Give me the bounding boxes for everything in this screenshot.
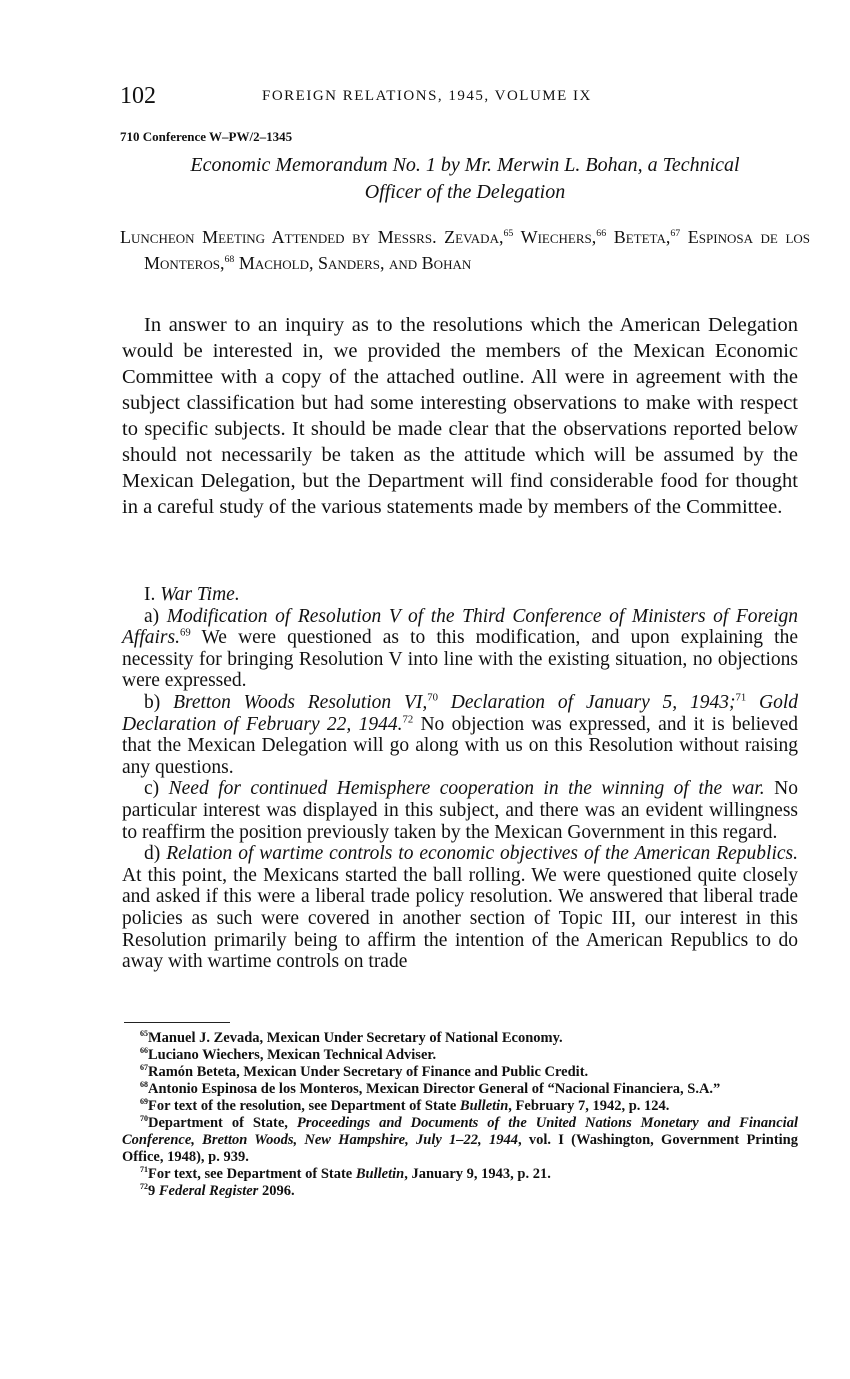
item-b-title-1: Bretton Woods Resolution VI, [173,691,428,713]
item-b-label: b) [144,691,174,713]
footnote-text: Ramón Beteta, Mexican Under Secretary of Finance and Public Credit. [147,1064,589,1080]
page-header [120,82,800,112]
title-line-1: Economic Memorandum No. 1 by Mr. Merwin L. Bohan, a Technical [190,154,740,176]
footnote-divider [124,1022,230,1023]
footnote-69 [122,1098,798,1115]
footnote-ref-71: 71 [735,691,747,704]
footnote-number: 67 [140,1063,148,1073]
document-reference: 710 Conference W–PW/2–1345 [120,129,293,144]
meeting-text-3: Beteta, [606,227,671,247]
footnote-ref-65: 65 [503,228,514,239]
footnote-68 [122,1081,798,1098]
footnote-text: Manuel J. Zevada, Mexican Under Secretary of National Economy. [147,1030,563,1046]
footnote-65 [122,1030,798,1047]
footnote-italic: Proceedings and Documents of the United Nations Monetary and Financial Conference, Bretton Woods, New Hampshire, July 1–22, 1944 [122,1115,798,1148]
intro-paragraph: In answer to an inquiry as to the resolutions which the American Delegation would be interested in, we provided the members of the Mexican Economic Committee with a copy of the attached outline. All were in agreement with the subject classification but had some interesting observations to make with respect to specific subjects. It should be made clear that the observations reported below should not necessarily be taken as the attitude which will be assumed by the Mexican Delegation, but the Department will find considerable food for thought in a careful study of the various statements made by members of the Committee. [122,314,798,518]
document-title [120,152,810,206]
footnote-text: For text, see Department of State [147,1166,356,1182]
item-d-label: d) [144,843,167,865]
footnote-number: 66 [140,1046,148,1056]
footnote-text-2: , February 7, 1942, p. 124. [508,1098,670,1114]
section-numeral: I. [144,584,161,605]
item-a-label: a) [144,605,167,627]
footnote-text-2: , vol. I (Washington, Government Printing Office, 1948), p. 939. [122,1132,798,1165]
footnote-italic: Federal Register [158,1183,259,1199]
running-head: FOREIGN RELATIONS, 1945, VOLUME IX [262,88,592,104]
footnote-number: 72 [140,1182,148,1192]
footnote-text: For text of the resolution, see Department of State [147,1098,460,1114]
footnote-text: 9 [147,1183,159,1199]
meeting-text-2: Wiechers, [513,227,597,247]
meeting-text-4: Espinosa de los Monteros, [144,227,811,273]
item-a-title: Modification of Resolution V of the Third Conference of Ministers of Foreign Affairs. [122,605,798,649]
footnote-italic: Bulletin [355,1166,405,1182]
footnote-number: 70 [140,1114,148,1124]
item-b [122,692,798,778]
meeting-heading [120,224,810,276]
section-war-time [122,584,798,973]
item-d [122,843,798,973]
footnote-ref-66: 66 [596,228,607,239]
item-b-text: No objection was expressed, and it is believed that the Mexican Delegation will go along with us on this Resolution without raising any questions. [122,713,798,778]
footnote-italic: Bulletin [459,1098,509,1114]
item-c-label: c) [144,778,169,800]
item-b-title-2: Declaration of January 5, 1943; [437,691,736,713]
footnote-ref-68: 68 [224,254,235,265]
footnote-text: Antonio Espinosa de los Monteros, Mexican Director General of “Nacional Financiera, S.A.” [147,1081,721,1097]
footnote-number: 65 [140,1029,148,1039]
item-d-text: At this point, the Mexicans started the ball rolling. We were questioned quite closely and asked if this were a liberal trade policy resolution. We answered that liberal trade policies as such were covered in another section of Topic III, our interest in this Resolution primarily being to affirm the intention of the American Republics to do away with wartime controls on trade [122,864,798,973]
footnote-number: 69 [140,1097,148,1107]
item-c [122,778,798,843]
footnotes [122,1030,798,1200]
footnote-number: 71 [140,1165,148,1175]
page-number: 102 [120,83,156,109]
footnote-number: 68 [140,1080,148,1090]
meeting-text-5: Machold, Sanders, and Bohan [234,253,472,273]
footnote-text: Luciano Wiechers, Mexican Technical Adviser. [147,1047,437,1063]
section-heading [122,584,798,606]
footnote-70 [122,1115,798,1166]
item-c-text: No particular interest was displayed in this subject, and there was an evident willingness to reaffirm the position previously taken by the Mexican Government in this regard. [122,778,798,843]
section-title: War Time. [160,584,240,605]
footnote-text: Department of State, [147,1115,297,1131]
footnote-ref-69: 69 [179,626,191,639]
footnote-71 [122,1166,798,1183]
item-c-title: Need for continued Hemisphere cooperation in the winning of the war. [168,778,765,800]
footnote-67 [122,1064,798,1081]
footnote-text-2: 2096. [258,1183,295,1199]
footnote-72 [122,1183,798,1200]
title-line-2: Officer of the Delegation [364,181,566,203]
footnote-ref-70: 70 [427,691,438,704]
item-a-text: We were questioned as to this modification, and upon explaining the necessity for bringing Resolution V into line with the existing situation, no objections were expressed. [122,627,798,692]
footnote-ref-67: 67 [670,228,681,239]
footnote-text-2: , January 9, 1943, p. 21. [404,1166,551,1182]
footnote-ref-72: 72 [402,713,414,726]
item-b-title-3: Gold Declaration of February 22, 1944. [122,691,799,735]
item-d-title: Relation of wartime controls to economic objectives of the American Republics. [166,843,798,865]
item-a [122,606,798,692]
meeting-text-1: Luncheon Meeting Attended by Messrs. Zevada, [120,227,504,247]
footnote-66 [122,1047,798,1064]
